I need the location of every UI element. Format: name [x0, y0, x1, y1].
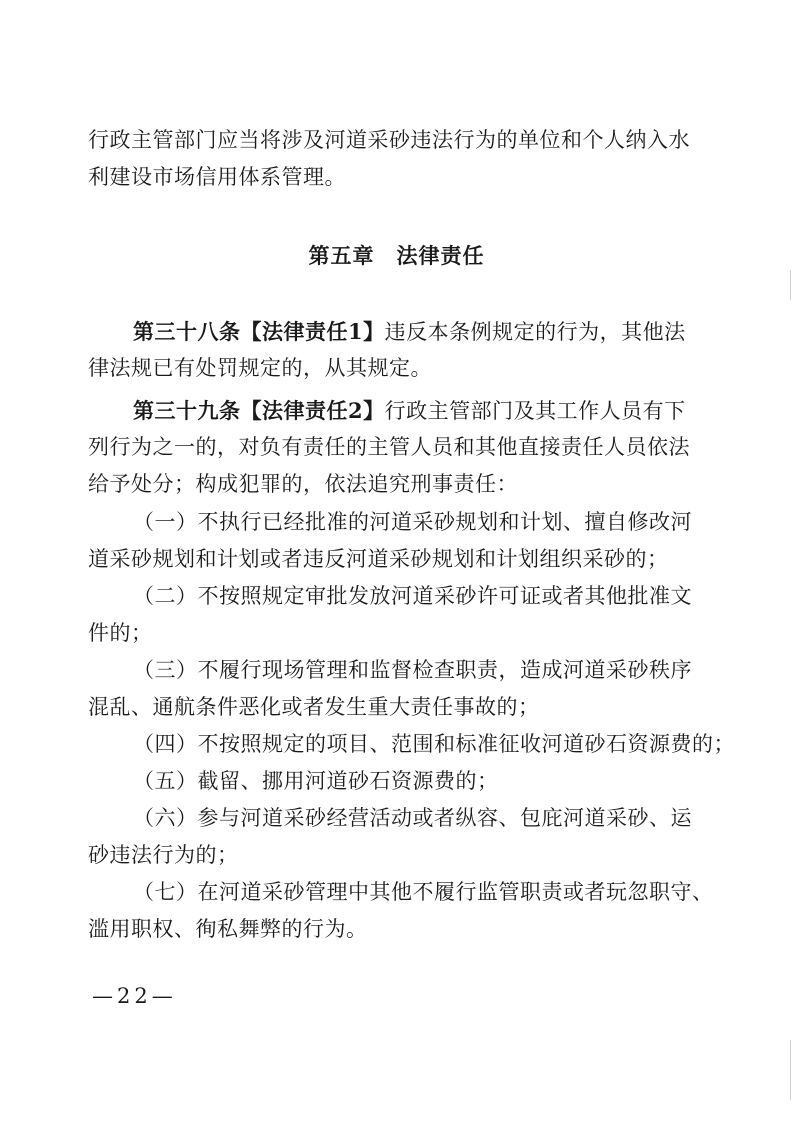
- list-item: [88, 800, 700, 874]
- list-item: [88, 726, 735, 763]
- text-line: 混乱、通航条件恶化或者发生重大责任事故的；: [88, 695, 540, 719]
- text-line: （七）在河道采砂管理中其他不履行监管职责或者玩忽职守、: [133, 880, 714, 904]
- text-line: 律法规已有处罚规定的，从其规定。: [88, 356, 432, 380]
- scan-edge-mark: [790, 1040, 791, 1100]
- article-text: 行政主管部门及其工作人员有下: [384, 399, 686, 423]
- text-line: 件的；: [88, 621, 153, 645]
- text-line: 道采砂规划和计划或者违反河道采砂规划和计划组织采砂的；: [88, 547, 669, 571]
- list-item: [88, 578, 700, 652]
- scan-edge-mark: [790, 270, 791, 300]
- list-item: [88, 652, 700, 726]
- list-item: [88, 763, 700, 800]
- text-line: 滥用职权、徇私舞弊的行为。: [88, 917, 368, 941]
- text-line: [88, 313, 700, 350]
- chapter-title: 第五章 法律责任: [308, 244, 485, 268]
- text-line: 行政主管部门应当将涉及河道采砂违法行为的单位和个人纳入水: [88, 128, 690, 152]
- text-line: 列行为之一的，对负有责任的主管人员和其他直接责任人员依法: [88, 435, 690, 459]
- article-heading: 第三十八条【法律责任1】: [133, 319, 385, 344]
- article-39-items: [88, 504, 735, 948]
- text-line: 砂违法行为的；: [88, 843, 239, 867]
- page-number: —22—: [92, 984, 177, 1008]
- article-heading: 第三十九条【法律责任2】: [133, 398, 385, 423]
- list-item: [88, 874, 714, 948]
- intro-paragraph: [88, 122, 700, 196]
- text-line: （一）不执行已经批准的河道采砂规划和计划、擅自修改河: [133, 510, 692, 534]
- text-line: （四）不按照规定的项目、范围和标准征收河道砂石资源费的；: [133, 732, 735, 756]
- article-text: 违反本条例规定的行为，其他法: [384, 320, 686, 344]
- text-line: （五）截留、挪用河道砂石资源费的；: [133, 769, 499, 793]
- text-line: （二）不按照规定审批发放河道采砂许可证或者其他批准文: [133, 584, 692, 608]
- list-item: [88, 504, 700, 578]
- text-line: （六）参与河道采砂经营活动或者纵容、包庇河道采砂、运: [133, 806, 692, 830]
- article-38: [88, 313, 700, 387]
- text-line: （三）不履行现场管理和监督检查职责，造成河道采砂秩序: [133, 658, 692, 682]
- text-line: [88, 392, 700, 429]
- text-line: 给予处分；构成犯罪的，依法追究刑事责任：: [88, 472, 518, 496]
- text-line: 利建设市场信用体系管理。: [88, 165, 346, 189]
- article-39: [88, 392, 700, 503]
